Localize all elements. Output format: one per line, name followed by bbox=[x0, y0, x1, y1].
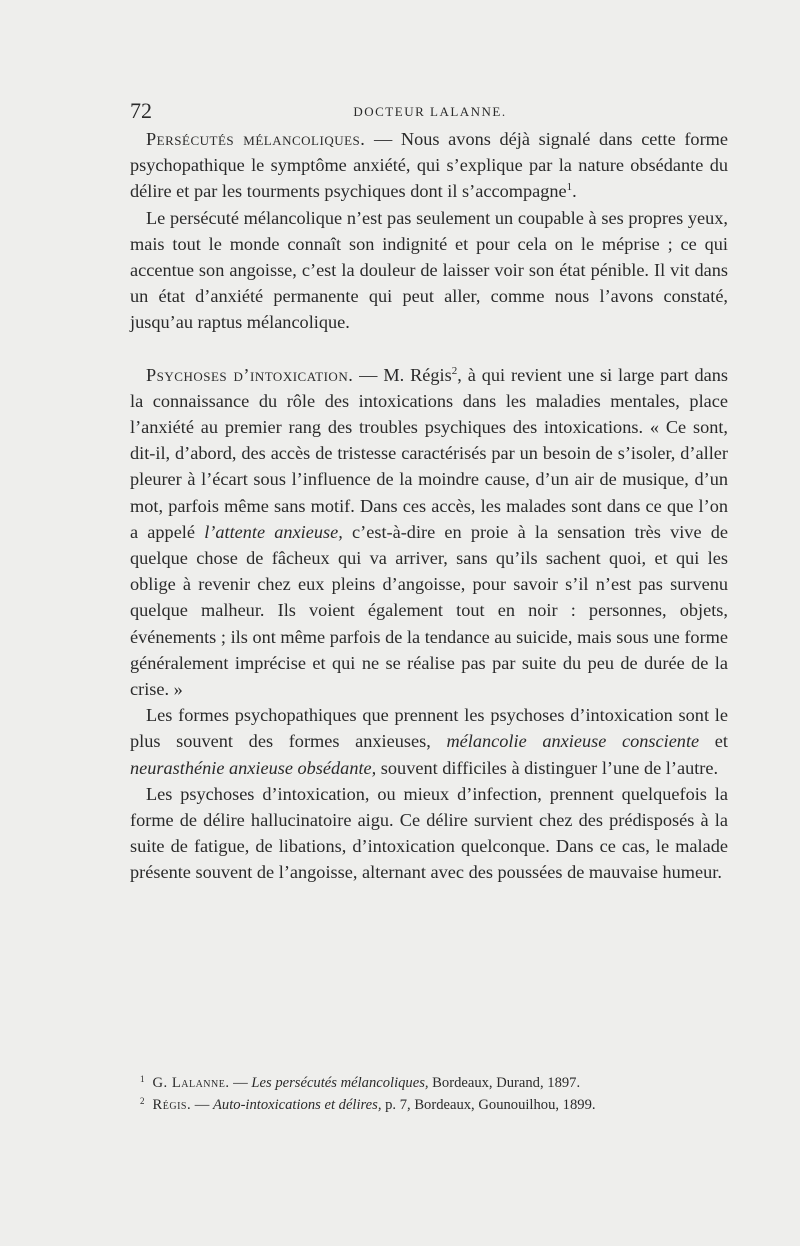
footnote-ref-2: 2 bbox=[451, 364, 458, 377]
paragraph-text: — Nous avons déjà signalé dans cette forme psychopathique le symptôme anxiété, qui s’explique par la nature obsédante du délire et par les tourments psychiques dont il s’accompagne bbox=[130, 129, 728, 202]
italic-term: l’attente anxieuse, bbox=[204, 521, 343, 542]
running-head: DOCTEUR LALANNE. bbox=[353, 104, 507, 119]
footnote-1 bbox=[130, 1072, 728, 1094]
footnote-ref-1: 1 bbox=[566, 181, 573, 194]
footnote-title: Auto-intoxications et délires, bbox=[213, 1097, 382, 1113]
paragraph-text: . bbox=[572, 181, 577, 202]
footnote-2 bbox=[130, 1094, 728, 1116]
page-header bbox=[130, 98, 730, 128]
paragraph-text: — M. Régis bbox=[353, 364, 452, 385]
footnote-author: G. Lalanne. bbox=[152, 1075, 230, 1091]
paragraph-text: Les formes psychopathiques que prennent les psychoses d’intoxication sont le plus souvent des formes anxieuses, bbox=[130, 705, 728, 752]
footnote-publisher: p. 7, Bordeaux, Gounouilhou, 1899. bbox=[381, 1097, 596, 1113]
paragraph-text: souvent difficiles à distinguer l’une de l’autre. bbox=[376, 757, 719, 778]
paragraph-text: c’est-à-dire en proie à la sensation très vive de quelque chose de fâcheux qui va arriver, sans qu’ils sachent quoi, et qui les oblige à revenir chez eux pleins d’angoisse, pour savoir s’il n’est pas survenu quelque malheur. Ils voient également tout en noir : personnes, objets, événements ; ils ont même parfois de la tendance au suicide, mais sous une forme généralement imprécise et qui ne se réalise pas par suite du peu de durée de la crise. » bbox=[130, 521, 728, 700]
footnote-author: Régis. bbox=[152, 1097, 192, 1113]
paragraph-persecute-melancolique: Le persécuté mélancolique n’est pas seulement un coupable à ses propres yeux, mais tout le monde connaît son indignité et pour cela on le méprise ; ce qui accentue son angoisse, c’est la douleur de laisser voir son état pénible. Il vit dans un état d’anxiété permanente qui peut aller, comme nous l’avons constaté, jusqu’au raptus mélancolique. bbox=[130, 207, 728, 333]
footnote-title: Les persécutés mélancoliques, bbox=[251, 1075, 429, 1091]
paragraph-infection: Les psychoses d’intoxication, ou mieux d’infection, prennent quelquefois la forme de délire hallucinatoire aigu. Ce délire survient chez des prédisposés à la suite de fatigue, de libations, d’intoxication quelconque. Dans ce cas, le malade présente souvent de l’angoisse, alternant avec des poussées de mauvaise humeur. bbox=[130, 783, 728, 883]
paragraph-formes bbox=[130, 702, 728, 781]
body-text bbox=[130, 126, 728, 886]
footnote-dash: — bbox=[191, 1097, 213, 1113]
footnote-number: 2 bbox=[140, 1096, 145, 1106]
italic-term: mélancolie anxieuse consciente bbox=[446, 731, 700, 752]
paragraph-persecutes bbox=[130, 126, 728, 205]
footnote-publisher: Bordeaux, Durand, 1897. bbox=[428, 1075, 581, 1091]
page-number: 72 bbox=[130, 98, 152, 123]
section-heading-persecutes: Persécutés mélancoliques. bbox=[146, 129, 366, 149]
section-heading-psychoses: Psychoses d’intoxication. bbox=[146, 364, 354, 385]
paragraph-text: , à qui revient une si large part dans la connaissance du rôle des intoxications dans les maladies mentales, place l’anxiété au premier rang des troubles psychiques des intoxications. « Ce sont, dit-il, d’abord, des accès de tristesse caractérisés par un besoin de s’isoler, d’aller pleurer à l’écart sous l’influence de la moindre cause, d’un air de musique, d’un mot, parfois même sans motif. Dans ces accès, les malades sont dans ce que l’on a appelé bbox=[130, 364, 728, 542]
footnote-dash: — bbox=[229, 1075, 252, 1091]
footnotes bbox=[130, 1072, 728, 1116]
paragraph-text: et bbox=[699, 731, 729, 752]
italic-term: neurasthénie anxieuse obsédante, bbox=[130, 757, 377, 778]
footnote-number: 1 bbox=[140, 1074, 145, 1084]
paragraph-psychoses bbox=[130, 362, 728, 703]
